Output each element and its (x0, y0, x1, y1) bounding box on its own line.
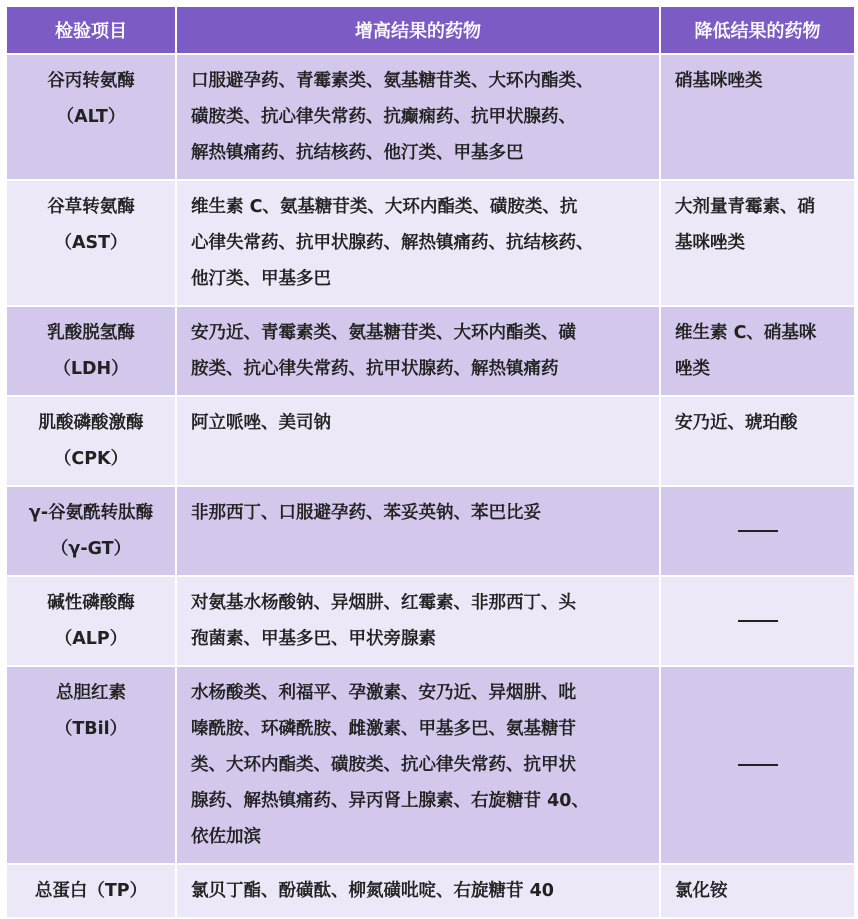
increase-drugs-text: 对氨基水杨酸钠、异烟肼、红霉素、非那西丁、头 (191, 593, 576, 613)
test-item-text: （AST） (54, 233, 128, 253)
decrease-drugs-text: 基咪唑类 (675, 233, 745, 253)
increase-drugs-text: 氯贝丁酯、酚磺酞、柳氮磺吡啶、右旋糖苷 40 (191, 881, 554, 901)
table-row (6, 54, 855, 180)
test-item-text: 乳酸脱氢酶 (47, 323, 135, 343)
test-item-text: 肌酸磷酸激酶 (38, 413, 144, 433)
header-row (6, 6, 855, 54)
test-item-text: 总蛋白（TP） (34, 881, 148, 901)
decrease-drugs-text: 维生素 C、硝基咪 (675, 323, 817, 343)
increase-drugs-text: 非那西丁、口服避孕药、苯妥英钠、苯巴比妥 (191, 503, 541, 523)
test-item-cell (6, 864, 176, 918)
table-row (6, 666, 855, 864)
increase-drugs-text: 安乃近、青霉素类、氨基糖苷类、大环内酯类、磺 (191, 323, 576, 343)
no-effect-dash (738, 620, 778, 622)
increase-drugs-cell (176, 396, 660, 486)
table-body (6, 54, 855, 918)
no-effect-dash (738, 764, 778, 766)
increase-drugs-text: 解热镇痛药、抗结核药、他汀类、甲基多巴 (191, 143, 524, 163)
increase-drugs-text: 阿立哌唑、美司钠 (191, 413, 331, 433)
decrease-drugs-text: 安乃近、琥珀酸 (675, 413, 798, 433)
table-row (6, 306, 855, 396)
increase-drugs-cell (176, 54, 660, 180)
decrease-drugs-cell (660, 486, 855, 576)
increase-drugs-cell (176, 666, 660, 864)
increase-drugs-text: 类、大环内酯类、磺胺类、抗心律失常药、抗甲状 (191, 755, 576, 775)
test-item-text: 碱性磷酸酶 (47, 593, 135, 613)
table-row (6, 396, 855, 486)
test-item-cell (6, 54, 176, 180)
increase-drugs-cell (176, 864, 660, 918)
increase-drugs-text: 他汀类、甲基多巴 (191, 269, 331, 289)
decrease-drugs-cell (660, 864, 855, 918)
decrease-drugs-cell (660, 306, 855, 396)
test-item-cell (6, 180, 176, 306)
increase-drugs-text: 磺胺类、抗心律失常药、抗癫痫药、抗甲状腺药、 (191, 107, 576, 127)
increase-drugs-text: 维生素 C、氨基糖苷类、大环内酯类、磺胺类、抗 (191, 197, 578, 217)
increase-drugs-text: 孢菌素、甲基多巴、甲状旁腺素 (191, 629, 436, 649)
test-item-text: 谷草转氨酶 (47, 197, 135, 217)
decrease-drugs-text: 硝基咪唑类 (675, 71, 763, 91)
test-item-text: （ALP） (54, 629, 128, 649)
no-effect-dash (738, 530, 778, 532)
test-item-text: （LDH） (53, 359, 129, 379)
decrease-drugs-text: 氯化铵 (675, 881, 728, 901)
test-item-cell (6, 486, 176, 576)
increase-drugs-cell (176, 486, 660, 576)
table-row (6, 486, 855, 576)
increase-drugs-text: 腺药、解热镇痛药、异丙肾上腺素、右旋糖苷 40、 (191, 791, 589, 811)
increase-drugs-cell (176, 576, 660, 666)
test-item-text: （γ-GT） (50, 539, 132, 559)
increase-drugs-text: 口服避孕药、青霉素类、氨基糖苷类、大环内酯类、 (191, 71, 594, 91)
increase-drugs-text: 胺类、抗心律失常药、抗甲状腺药、解热镇痛药 (191, 359, 559, 379)
test-item-cell (6, 306, 176, 396)
increase-drugs-cell (176, 306, 660, 396)
table-row (6, 864, 855, 918)
decrease-drugs-text: 大剂量青霉素、硝 (675, 197, 815, 217)
increase-drugs-text: 心律失常药、抗甲状腺药、解热镇痛药、抗结核药、 (191, 233, 594, 253)
increase-drugs-text: 依佐加滨 (191, 827, 261, 847)
decrease-drugs-cell (660, 396, 855, 486)
increase-drugs-cell (176, 180, 660, 306)
decrease-drugs-cell (660, 180, 855, 306)
test-item-cell (6, 666, 176, 864)
test-item-cell (6, 576, 176, 666)
test-item-text: 谷丙转氨酶 (47, 71, 135, 91)
header-decrease-drugs: 降低结果的药物 (660, 6, 855, 54)
test-item-text: （TBil） (54, 719, 128, 739)
header-increase-drugs: 增高结果的药物 (176, 6, 660, 54)
test-item-text: γ-谷氨酰转肽酶 (28, 503, 154, 523)
decrease-drugs-cell (660, 666, 855, 864)
test-item-cell (6, 396, 176, 486)
table-row (6, 180, 855, 306)
test-item-text: （CPK） (53, 449, 129, 469)
test-item-text: （ALT） (56, 107, 126, 127)
drug-interference-table (5, 5, 856, 919)
decrease-drugs-text: 唑类 (675, 359, 710, 379)
increase-drugs-text: 水杨酸类、利福平、孕激素、安乃近、异烟肼、吡 (191, 683, 576, 703)
test-item-text: 总胆红素 (56, 683, 126, 703)
table-row (6, 576, 855, 666)
increase-drugs-text: 嗪酰胺、环磷酰胺、雌激素、甲基多巴、氨基糖苷 (191, 719, 576, 739)
header-test-item: 检验项目 (6, 6, 176, 54)
decrease-drugs-cell (660, 54, 855, 180)
decrease-drugs-cell (660, 576, 855, 666)
